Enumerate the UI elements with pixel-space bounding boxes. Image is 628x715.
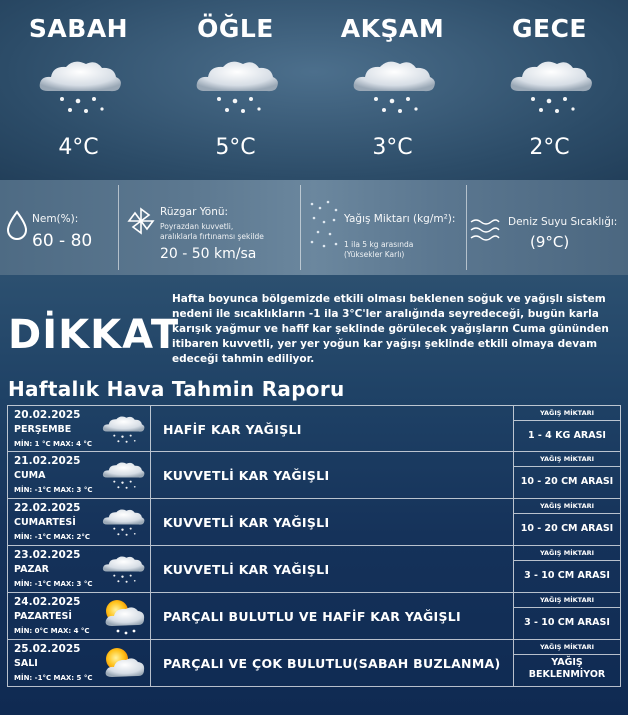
wind-metric xyxy=(126,180,296,275)
divider xyxy=(118,185,119,270)
period-temp: 2°C xyxy=(529,135,570,160)
sun-cloud-icon xyxy=(100,643,146,683)
row-amount-line1: YAĞIŞ xyxy=(551,657,583,668)
row-minmax: MİN: 0°C MAX: 4 °C xyxy=(14,627,90,635)
row-date: 22.02.2025 xyxy=(14,502,81,514)
row-minmax: MİN: -1°C MAX: 3 °C xyxy=(14,486,93,494)
warning-text: Hafta boyunca bölgemizde etkili olması beklenen soğuk ve yağışlı sistem nedeni ile sıcaklıkların -1 ila 3°C'ler aralığında seyredeceği, bugün karla karışık yağmur ve hafif kar şeklinde görülecek yağışların Cuma gününden itibaren kuvvetli, yer yer yoğun kar yağışı şeklinde etkili olmaya devam edeceği tahmin ediliyor. xyxy=(172,293,609,365)
humidity-label: Nem(%): xyxy=(32,213,79,225)
amount-header: YAĞIŞ MİKTARI xyxy=(514,640,620,655)
table-row xyxy=(7,452,621,499)
row-description: KUVVETLİ KAR YAĞIŞLI xyxy=(163,562,330,577)
row-date: 24.02.2025 xyxy=(14,596,81,608)
row-description: PARÇALI VE ÇOK BULUTLU(SABAH BUZLANMA) xyxy=(163,656,501,671)
period-temp: 5°C xyxy=(215,135,256,160)
pinwheel-icon xyxy=(126,206,156,238)
amount-header: YAĞIŞ MİKTARI xyxy=(514,593,620,608)
period-name: GECE xyxy=(511,14,588,43)
droplet-icon xyxy=(6,210,28,240)
amount-cell xyxy=(513,546,620,592)
day-cell xyxy=(8,499,151,545)
row-date: 21.02.2025 xyxy=(14,455,81,467)
wind-sub2: aralıklarla fırtınamsı şekilde xyxy=(160,232,264,241)
row-amount-line2: BEKLENMİYOR xyxy=(528,669,606,680)
row-minmax: MİN: 1 °C MAX: 4 °C xyxy=(14,440,93,448)
period-name: ÖĞLE xyxy=(197,14,274,43)
row-amount: 3 - 10 CM ARASI xyxy=(524,570,610,581)
precip-label: Yağış Miktarı (kg/m²): xyxy=(344,213,456,225)
row-description: KUVVETLİ KAR YAĞIŞLI xyxy=(163,468,330,483)
report-title: Haftalık Hava Tahmin Raporu xyxy=(8,377,345,401)
divider xyxy=(466,185,467,270)
period-temp: 4°C xyxy=(58,135,99,160)
wind-label: Rüzgar Yönü: xyxy=(160,206,229,218)
amount-cell xyxy=(513,452,620,498)
sea-temp-metric xyxy=(470,180,626,275)
sea-temp-value: (9°C) xyxy=(530,233,570,251)
row-date: 23.02.2025 xyxy=(14,549,81,561)
table-row xyxy=(7,640,621,687)
snow-cloud-icon xyxy=(505,55,595,117)
sea-temp-label: Deniz Suyu Sıcaklığı: xyxy=(508,216,618,228)
precip-sub1: 1 ila 5 kg arasında xyxy=(344,240,414,249)
row-day: PERŞEMBE xyxy=(14,424,72,435)
day-cell xyxy=(8,406,151,451)
row-amount: 1 - 4 KG ARASI xyxy=(528,430,606,441)
row-description: PARÇALI BULUTLU VE HAFİF KAR YAĞIŞLI xyxy=(163,609,462,624)
amount-cell xyxy=(513,406,620,451)
row-day: PAZAR xyxy=(14,564,49,575)
divider xyxy=(300,185,301,270)
row-description: HAFİF KAR YAĞIŞLI xyxy=(163,422,302,437)
snow-cloud-icon xyxy=(100,502,146,542)
period-morning xyxy=(0,14,157,160)
row-amount: 10 - 20 CM ARASI xyxy=(520,476,614,487)
amount-header: YAĞIŞ MİKTARI xyxy=(514,546,620,561)
row-amount xyxy=(514,657,620,681)
period-name: SABAH xyxy=(28,14,129,43)
row-day: PAZARTESİ xyxy=(14,611,72,622)
amount-header: YAĞIŞ MİKTARI xyxy=(514,499,620,514)
weekly-forecast-table xyxy=(7,405,621,687)
amount-cell xyxy=(513,499,620,545)
snow-cloud-icon xyxy=(100,409,146,449)
wind-value: 20 - 50 km/sa xyxy=(160,246,257,262)
table-row xyxy=(7,499,621,546)
row-date: 25.02.2025 xyxy=(14,643,81,655)
warning-heading: DİKKAT xyxy=(8,312,180,358)
amount-header: YAĞIŞ MİKTARI xyxy=(514,406,620,421)
row-minmax: MİN: -1°C MAX: 5 °C xyxy=(14,674,93,682)
period-temp: 3°C xyxy=(372,135,413,160)
snow-cloud-icon xyxy=(191,55,281,117)
row-day: CUMARTESİ xyxy=(14,517,76,528)
amount-cell xyxy=(513,593,620,639)
table-row xyxy=(7,405,621,452)
row-minmax: MİN: -1°C MAX: 3 °C xyxy=(14,580,93,588)
table-row xyxy=(7,593,621,640)
snow-cloud-icon xyxy=(100,549,146,589)
row-day: CUMA xyxy=(14,470,46,481)
day-cell xyxy=(8,640,151,686)
row-day: SALI xyxy=(14,658,38,669)
row-amount: 3 - 10 CM ARASI xyxy=(524,617,610,628)
metrics-band xyxy=(0,180,628,275)
snow-cloud-icon xyxy=(348,55,438,117)
period-night xyxy=(471,14,628,160)
rain-drops-icon xyxy=(306,198,342,258)
day-cell xyxy=(8,452,151,498)
amount-cell xyxy=(513,640,620,686)
day-cell xyxy=(8,593,151,639)
amount-header: YAĞIŞ MİKTARI xyxy=(514,452,620,467)
table-row xyxy=(7,546,621,593)
period-evening xyxy=(314,14,471,160)
snow-cloud-icon xyxy=(100,455,146,495)
snow-cloud-icon xyxy=(34,55,124,117)
period-name: AKŞAM xyxy=(340,14,445,43)
period-noon xyxy=(157,14,314,160)
row-amount: 10 - 20 CM ARASI xyxy=(520,523,614,534)
row-description: KUVVETLİ KAR YAĞIŞLI xyxy=(163,515,330,530)
humidity-metric xyxy=(6,180,118,275)
sun-snow-cloud-icon xyxy=(100,596,146,636)
wind-sub1: Poyrazdan kuvvetli, xyxy=(160,222,234,231)
precip-sub2: (Yüksekler Karlı) xyxy=(344,250,405,259)
row-minmax: MİN: -1°C MAX: 2°C xyxy=(14,533,91,541)
waves-icon xyxy=(470,218,500,242)
row-date: 20.02.2025 xyxy=(14,409,81,421)
precip-metric xyxy=(306,180,466,275)
day-cell xyxy=(8,546,151,592)
humidity-value: 60 - 80 xyxy=(32,231,93,251)
